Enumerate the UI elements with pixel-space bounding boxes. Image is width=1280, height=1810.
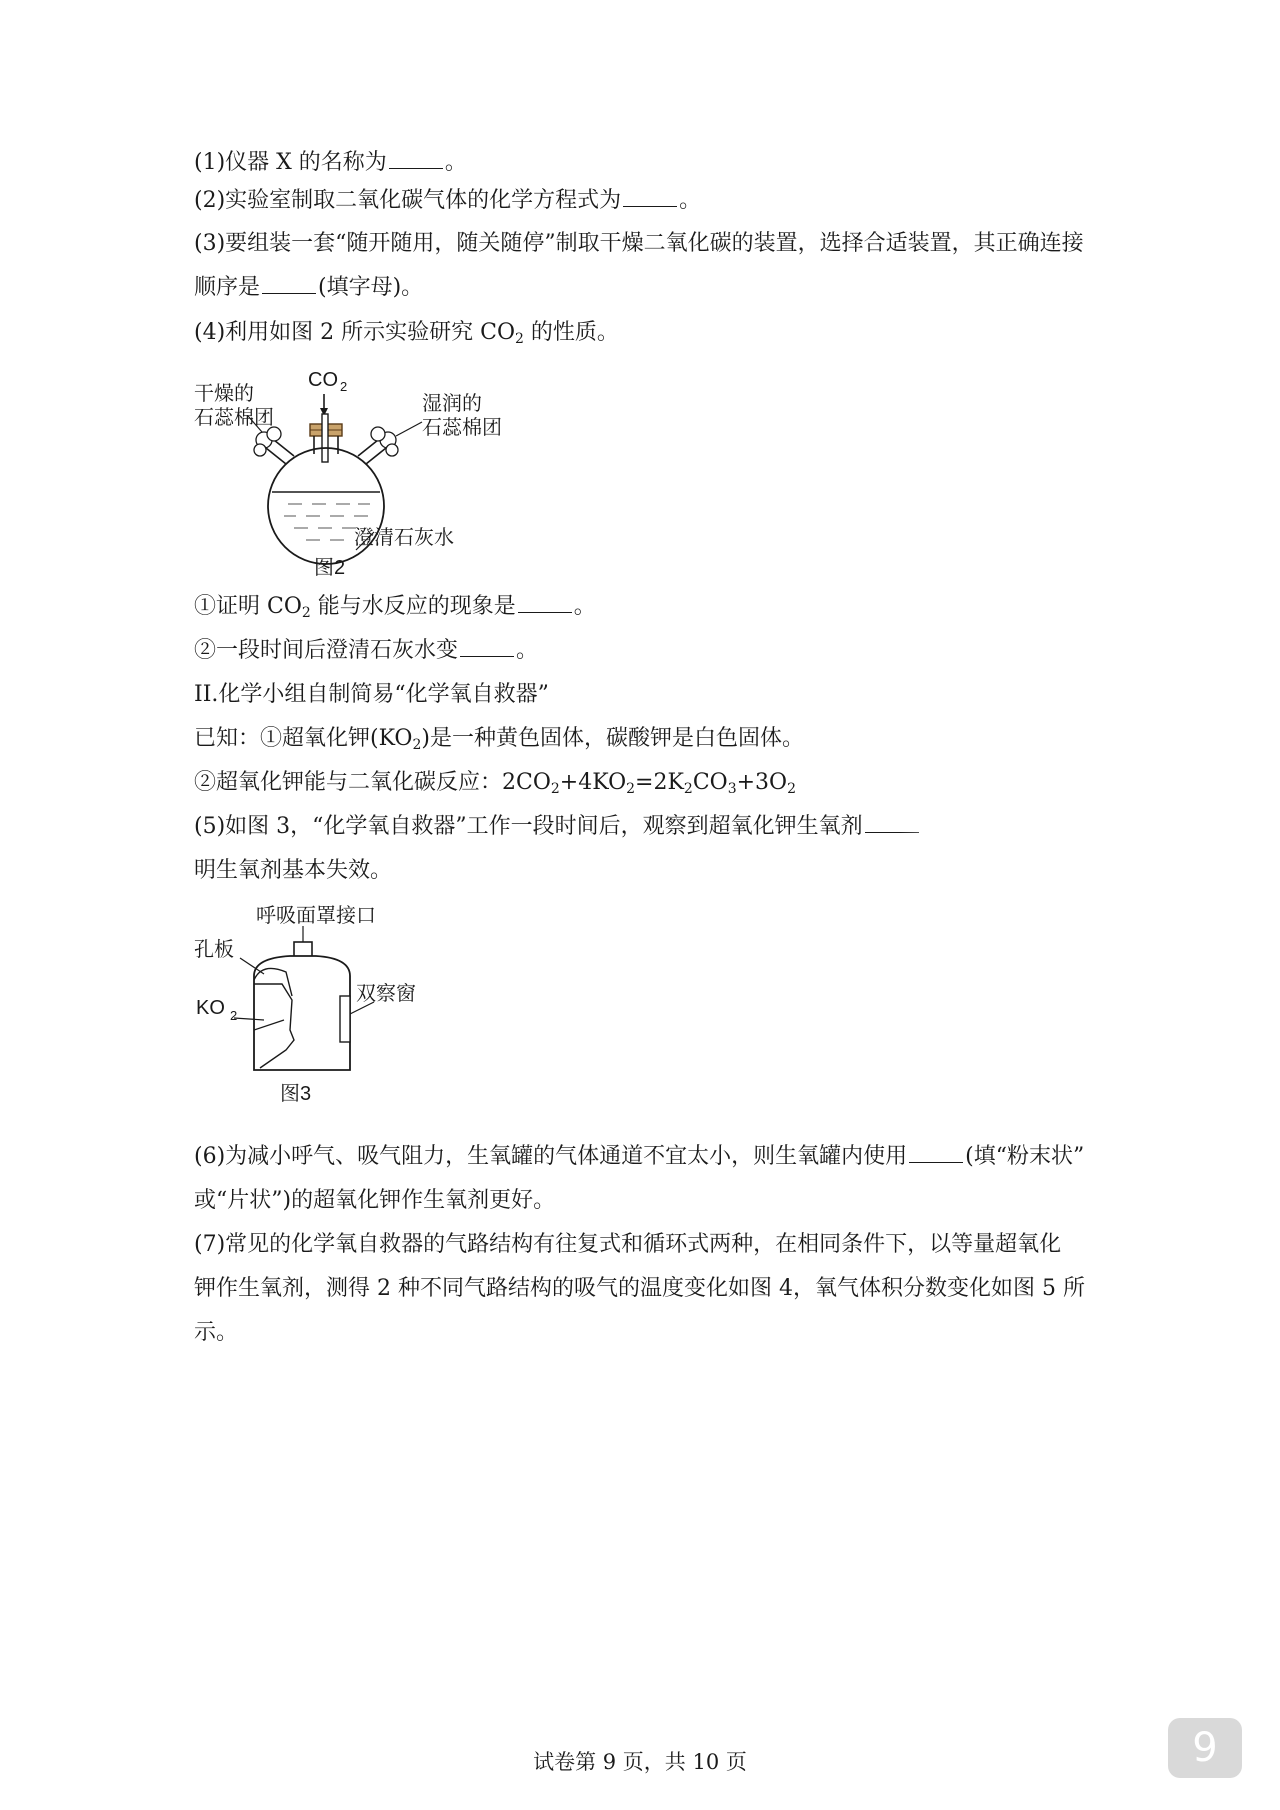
- answer-blank: [389, 148, 443, 169]
- question-6-line-2: 或“片状”)的超氧化钾作生氧剂更好。: [194, 1188, 556, 1213]
- known-fact-1: 已知：①超氧化钾$(KO_2)$是一种黄色固体，碳酸钾是白色固体。: [194, 726, 804, 753]
- question-3-line-2: 顺序是 (填字母)。: [194, 275, 424, 300]
- orifice-plate-label: 孔板: [194, 939, 234, 961]
- q2-text: (2)实验室制取二氧化碳气体的化学方程式为: [194, 188, 622, 213]
- page-footer: 试卷第 9 页，共 10 页: [533, 1750, 747, 1774]
- wet-cotton-label-2: 石蕊棉团: [422, 417, 502, 439]
- section-2-title: II.化学小组自制简易“化学氧自救器”: [194, 682, 549, 707]
- question-2: (2)实验室制取二氧化碳气体的化学方程式为 。: [194, 188, 702, 213]
- figure-2-caption: 图2: [314, 557, 346, 579]
- question-4-1: ①证明 $CO_2$ 能与水反应的现象是 。: [194, 594, 596, 621]
- question-6-line-1: (6)为减小呼气、吸气阻力，生氧罐的气体通道不宜太小，则生氧罐内使用 (填“粉末状”: [194, 1144, 1085, 1169]
- figure-3-self-rescuer: [190, 900, 450, 1140]
- wet-cotton-label-1: 湿润的: [422, 393, 482, 415]
- answer-blank: [262, 273, 316, 294]
- question-5-line-2: 明生氧剂基本失效。: [194, 858, 393, 883]
- limewater-label: 澄清石灰水: [354, 527, 454, 549]
- ko2-label-sub: 2: [230, 1008, 238, 1023]
- question-4: (4)利用如图 2 所示实验研究 $CO_2$ 的性质。: [194, 320, 619, 347]
- observation-window: [340, 996, 350, 1042]
- q1-text: (1)仪器 X 的名称为: [194, 150, 387, 175]
- dry-cotton-label-1: 干燥的: [194, 383, 254, 405]
- window-label: 双察窗: [356, 983, 416, 1005]
- question-1: (1)仪器 X 的名称为 。: [194, 150, 467, 175]
- answer-blank: [518, 592, 572, 613]
- answer-blank: [909, 1142, 963, 1163]
- answer-blank: [623, 186, 677, 207]
- dry-cotton-label-2: 石蕊棉团: [194, 407, 274, 429]
- question-4-2: ②一段时间后澄清石灰水变 。: [194, 638, 539, 663]
- page-number-badge: 9: [1168, 1718, 1242, 1778]
- question-3-line-1: (3)要组装一套“随开随用，随关随停”制取干燥二氧化碳的装置，选择合适装置，其正确连接: [194, 231, 1084, 256]
- glass-tube: [322, 414, 328, 462]
- question-7-line-1: (7)常见的化学氧自救器的气路结构有往复式和循环式两种，在相同条件下，以等量超氧化: [194, 1232, 1062, 1257]
- oxygen-canister: [254, 956, 350, 1070]
- figure-2-flask: [190, 358, 550, 588]
- answer-blank: [460, 636, 514, 657]
- ko2-label: KO: [196, 997, 225, 1019]
- scan-fade-overlay: [900, 810, 1100, 844]
- mask-interface-label: 呼吸面罩接口: [256, 905, 376, 927]
- co2-label: CO: [308, 369, 338, 391]
- known-fact-2-equation: ②超氧化钾能与二氧化碳反应：$2CO_2+4KO_2=2K_2CO_3+3O_2$: [194, 770, 797, 797]
- figure-3-caption: 图3: [280, 1083, 312, 1105]
- question-7-line-3: 示。: [194, 1320, 239, 1345]
- question-5-line-1: (5)如图 3，“化学氧自救器”工作一段时间后，观察到超氧化钾生氧剂: [194, 812, 1094, 842]
- co2-label-sub: 2: [340, 379, 348, 394]
- question-7-line-2: 钾作生氧剂，测得 2 种不同气路结构的吸气的温度变化如图 4，氧气体积分数变化如图 5 所: [194, 1276, 1085, 1301]
